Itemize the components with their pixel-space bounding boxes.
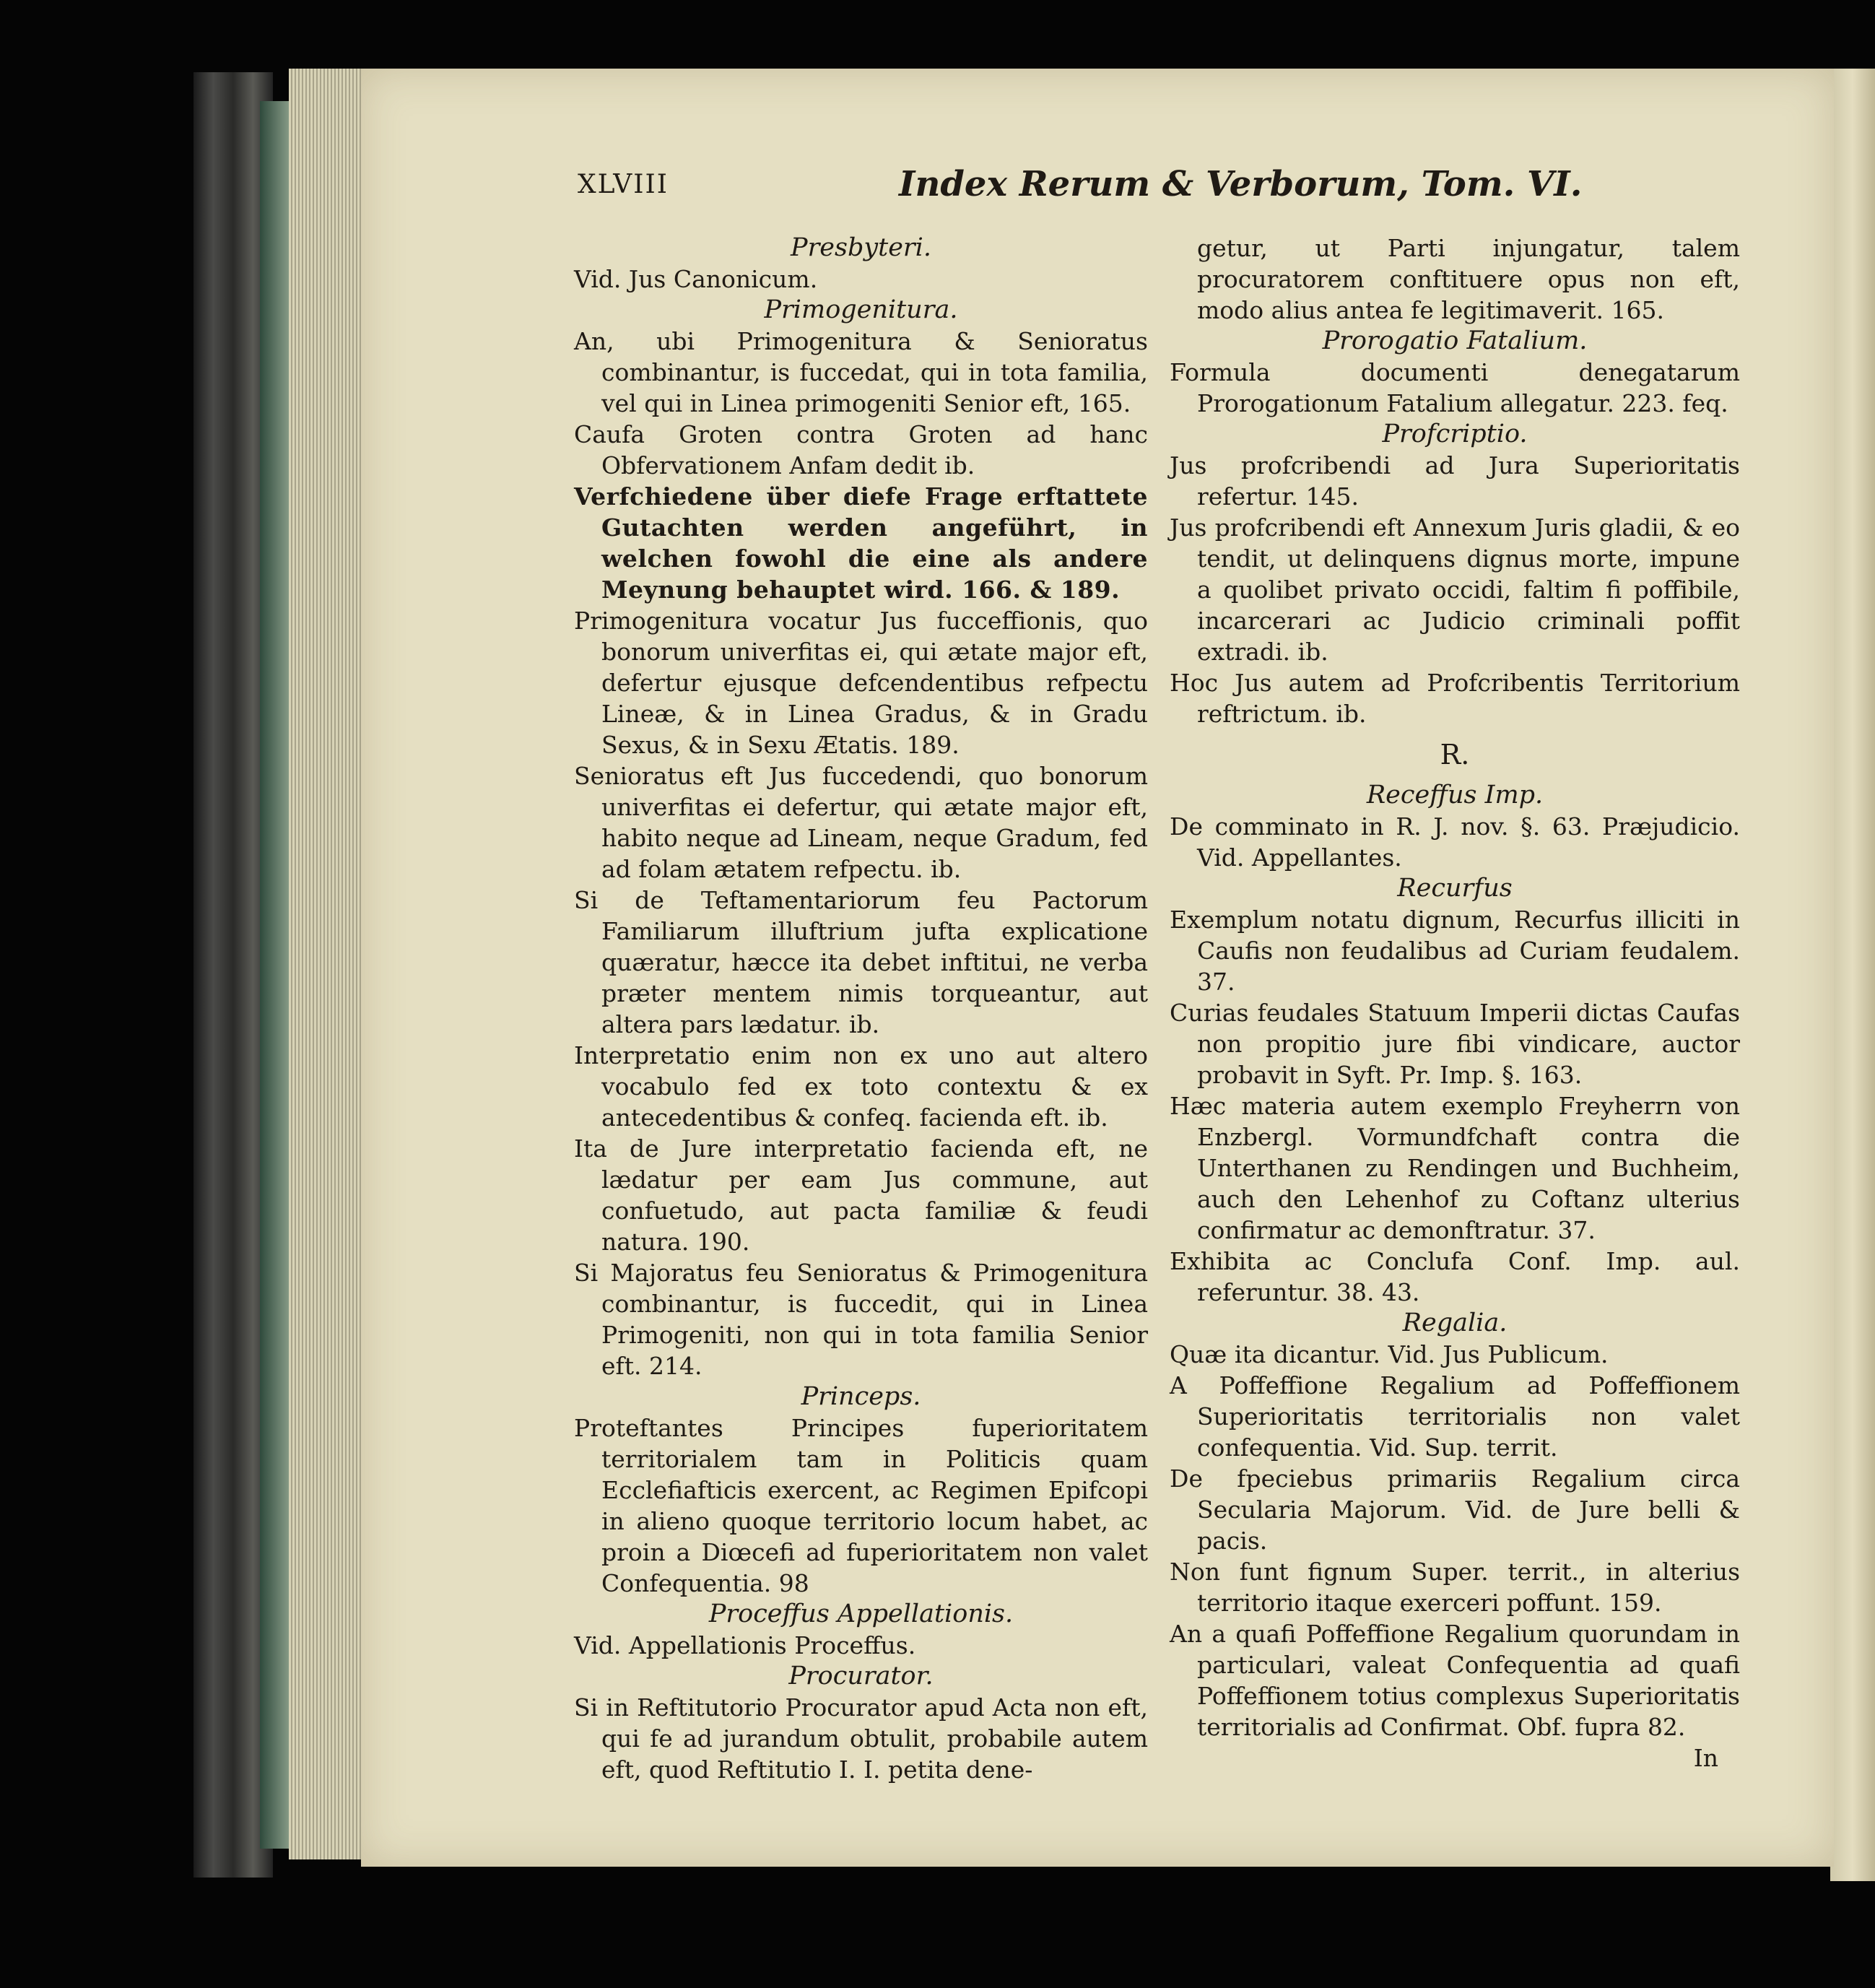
running-title: Index Rerum & Verborum, Tom. VI.	[899, 164, 1583, 204]
index-entry: Hæc materia autem exemplo Freyherrn von Enzbergl. Vormundfchaft contra die Unterthanen zu Rendingen und Buchheim, auch den Lehenhof zu Coftanz ulterius confirmatur ac demonftratur. 37.	[1170, 1092, 1740, 1244]
facing-page-edge	[1830, 69, 1875, 1881]
index-entry: De comminato in R. J. nov. §. 63. Præjudicio. Vid. Appellantes.	[1170, 812, 1740, 872]
index-heading: Profcriptio.	[1382, 420, 1528, 448]
index-entry: Si de Teftamentariorum feu Pactorum Familiarum illuftrium jufta explicatione quæratur, hæcce ita debet inftitui, ne verba præter mentem nimis torqueantur, aut altera pars lædatur. ib.	[574, 886, 1148, 1038]
index-heading: Receffus Imp.	[1366, 781, 1544, 809]
index-entry: Formula documenti denegatarum Prorogationum Fatalium allegatur. 223. feq.	[1170, 358, 1740, 417]
index-entry: A Poffeffione Regalium ad Poffeffionem Superioritatis territorialis non valet confequentia. Vid. Sup. territ.	[1170, 1371, 1740, 1462]
index-entry-continued: getur, ut Parti injungatur, talem procuratorem conftituere opus non eft, modo alius antea fe legitimaverit. 165.	[1197, 234, 1740, 324]
folio-number: XLVIII	[578, 170, 669, 199]
index-entry: Caufa Groten contra Groten ad hanc Obfervationem Anfam dedit ib.	[574, 420, 1148, 479]
index-heading: Princeps.	[801, 1382, 921, 1411]
catchword: In	[1693, 1744, 1718, 1772]
index-entry: Vid. Appellationis Proceffus.	[574, 1631, 916, 1659]
index-entry: Si in Reftitutorio Procurator apud Acta non eft, qui fe ad jurandum obtulit, probabile autem eft, quod Reftitutio I. I. petita dene-	[574, 1693, 1148, 1784]
index-entry: Interpretatio enim non ex uno aut altero vocabulo fed ex toto contextu & ex antecedentibus & confeq. facienda eft. ib.	[574, 1041, 1148, 1132]
index-entry: Verfchiedene über diefe Frage erftattete Gutachten werden angeführt, in welchen fowohl die eine als andere Meynung behauptet wird. 166. & 189.	[574, 482, 1148, 604]
index-entry: Primogenitura vocatur Jus fucceffionis, quo bonorum univerfitas ei, qui ætate major eft, defertur ejusque defcendentibus refpectu Lineæ, & in Linea Gradus, & in Gradu Sexus, & in Sexu Ætatis. 189.	[574, 607, 1148, 759]
index-heading: Proceffus Appellationis.	[708, 1599, 1014, 1628]
index-entry: Curias feudales Statuum Imperii dictas Caufas non propitio jure fibi vindicare, auctor probavit in Syft. Pr. Imp. §. 163.	[1170, 999, 1740, 1089]
index-entry: Proteftantes Principes fuperioritatem territorialem tam in Politicis quam Ecclefiafticis exercent, ac Regimen Epifcopi in alieno quoque territorio locum habet, ac proin a Diœcefi ad fuperioritatem non valet Confequentia. 98	[574, 1414, 1148, 1597]
index-entry: Jus profcribendi ad Jura Superioritatis refertur. 145.	[1170, 451, 1740, 511]
index-entry: Exhibita ac Conclufa Conf. Imp. aul. referuntur. 38. 43.	[1170, 1247, 1740, 1306]
index-heading: Regalia.	[1402, 1308, 1508, 1337]
index-entry: Si Majoratus feu Senioratus & Primogenitura combinantur, is fuccedit, qui in Linea Primogeniti, non qui in tota familia Senior eft. 214.	[574, 1259, 1148, 1380]
page-header	[578, 164, 1805, 213]
right-column	[1170, 233, 1740, 1774]
index-heading: Prorogatio Fatalium.	[1322, 326, 1588, 355]
index-entry: Jus profcribendi eft Annexum Juris gladii, & eo tendit, ut delinquens dignus morte, impune a quolibet privato occidi, faltim fi poffibile, incarcerari ac Judicio criminali poffit extradi. ib.	[1170, 513, 1740, 666]
index-entry: Hoc Jus autem ad Profcribentis Territorium reftrictum. ib.	[1170, 669, 1740, 728]
index-entry: De fpeciebus primariis Regalium circa Secularia Majorum. Vid. de Jure belli & pacis.	[1170, 1464, 1740, 1555]
index-entry: Quæ ita dicantur. Vid. Jus Publicum.	[1170, 1340, 1609, 1368]
index-heading: Primogenitura.	[764, 295, 958, 324]
index-entry: Ita de Jure interpretatio facienda eft, ne lædatur per eam Jus commune, aut confuetudo, aut pacta familiæ & feudi natura. 190.	[574, 1134, 1148, 1256]
index-entry: Senioratus eft Jus fuccedendi, quo bonorum univerfitas ei defertur, qui ætate major eft, habito neque ad Lineam, neque Gradum, fed ad folam ætatem refpectu. ib.	[574, 762, 1148, 883]
section-letter: R.	[1440, 739, 1470, 771]
index-entry: Vid. Jus Canonicum.	[574, 265, 818, 293]
index-heading: Procurator.	[788, 1662, 934, 1690]
index-entry: Non funt fignum Super. territ., in alterius territorio itaque exerceri poffunt. 159.	[1170, 1558, 1740, 1617]
index-entry: An, ubi Primogenitura & Senioratus combinantur, is fuccedat, qui in tota familia, vel qui in Linea primogeniti Senior eft, 165.	[574, 327, 1148, 417]
index-entry: Exemplum notatu dignum, Recurfus illiciti in Caufis non feudalibus ad Curiam feudalem. 37.	[1170, 906, 1740, 996]
left-column	[574, 233, 1148, 1785]
index-entry: An a quafi Poffeffione Regalium quorundam in particulari, valeat Confequentia ad quafi Poffeffionem totius complexus Superioritatis territorialis ad Confirmat. Obf. fupra 82.	[1170, 1620, 1740, 1741]
index-heading: Presbyteri.	[791, 233, 931, 262]
index-heading: Recurfus	[1397, 874, 1513, 903]
